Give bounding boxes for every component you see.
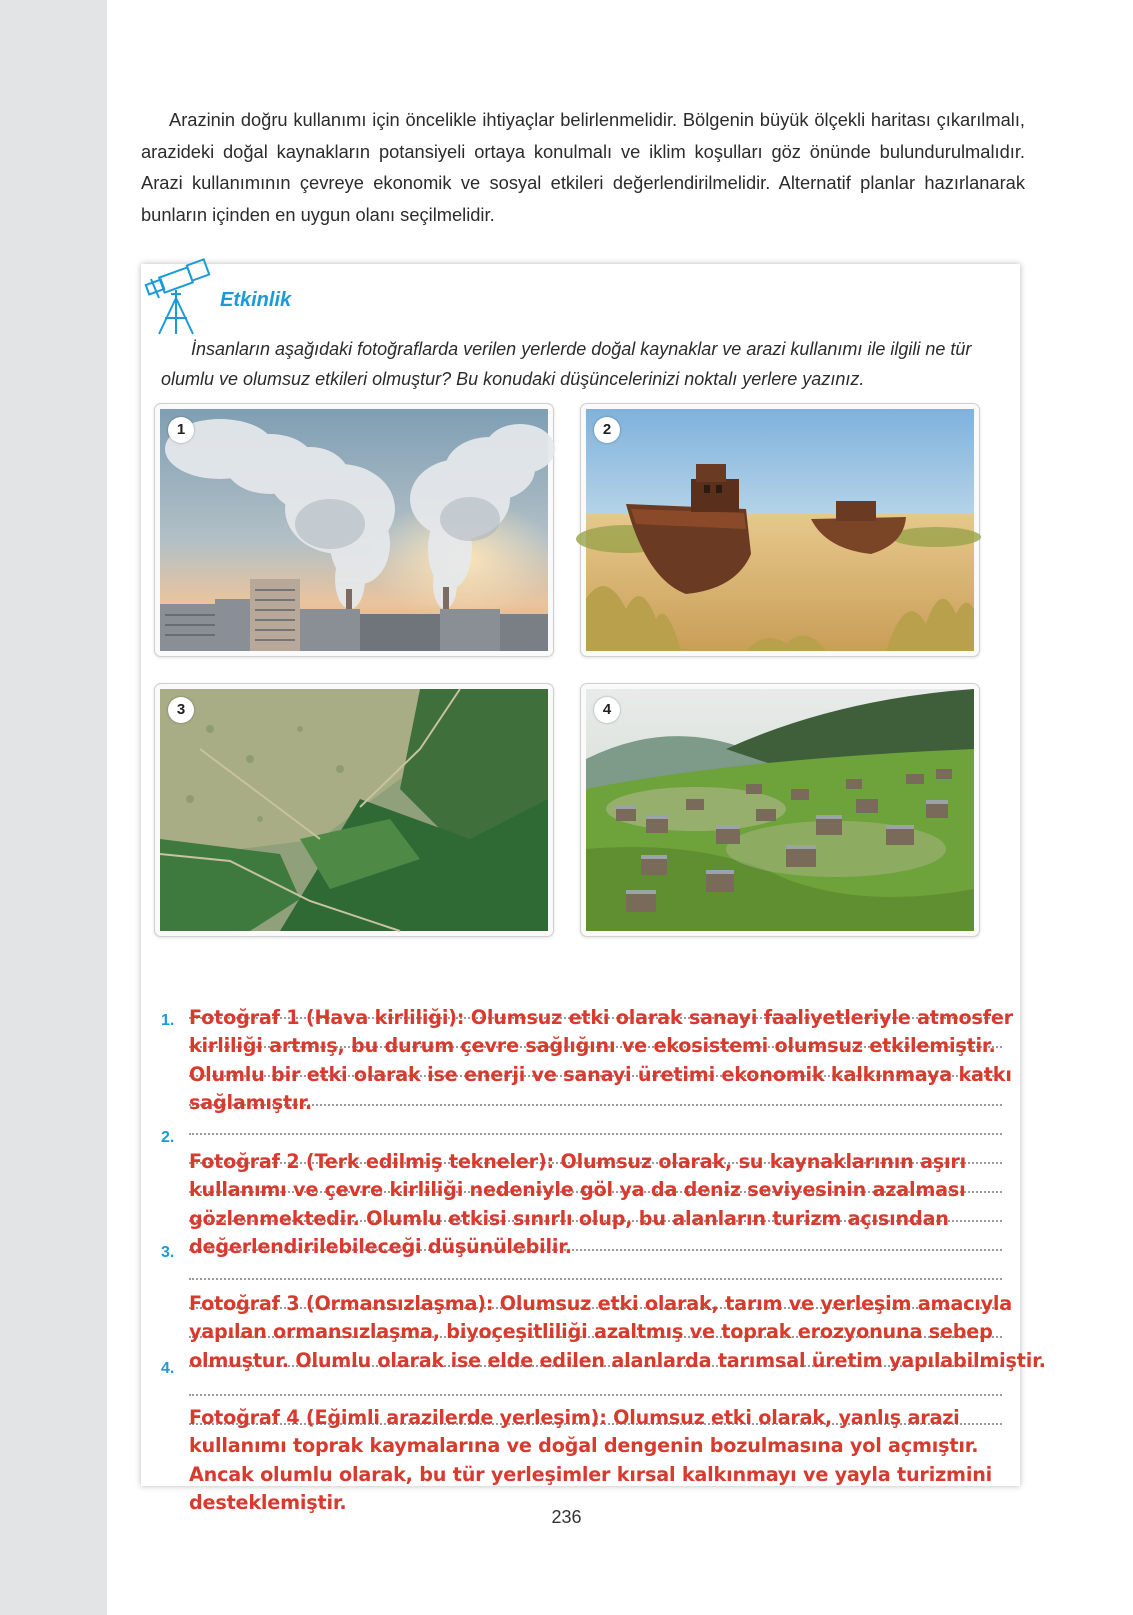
activity-card bbox=[141, 264, 1046, 1514]
page-number: 236 bbox=[551, 1507, 582, 1527]
answer-4[interactable]: Fotoğraf 4 (Eğimli arazilerde yerleşim): Olumsuz etki olarak, yanlış arazi kullanımı toprak kaymalarına ve doğal dengenin bozulmasına yol açmıştır. Ancak olumlu olarak, bu tür yerleşimler kırsal kalkınmayı ve yayla turizmini desteklemiştir. bbox=[189, 1406, 993, 1514]
photo-3-frame bbox=[154, 683, 554, 937]
dotted-line bbox=[189, 1394, 1002, 1396]
photo-4-hillside-settlement bbox=[586, 689, 974, 931]
photo-3-deforestation bbox=[160, 689, 548, 931]
answer-number-4: 4. bbox=[161, 1360, 175, 1377]
photo-2-frame bbox=[580, 403, 980, 657]
photo-2-stranded-boats bbox=[586, 409, 974, 651]
answer-number-1: 1. bbox=[161, 1012, 175, 1029]
intro-paragraph bbox=[141, 104, 1025, 230]
photo-3-badge: 3 bbox=[168, 697, 194, 723]
intro-text: Arazinin doğru kullanımı için öncelikle ihtiyaçlar belirlenmelidir. Bölgenin büyük ölçekli haritası çıkarılmalı, arazideki doğal kaynakların potansiyeli ortaya konulmalı ve iklim koşulları göz önünde bulundurulmalıdır. Arazi kullanımının çevreye ekonomik ve sosyal etkileri değerlendirilmelidir. Alternatif planlar hazırlanarak bunların içinden en uygun olanı seçilmelidir. bbox=[141, 109, 1025, 225]
photo-1-frame bbox=[154, 403, 554, 657]
page-margin-strip bbox=[0, 0, 107, 1615]
photo-4-frame bbox=[580, 683, 980, 937]
activity-question bbox=[161, 334, 987, 394]
telescope-icon bbox=[141, 264, 221, 339]
answer-3[interactable]: Fotoğraf 3 (Ormansızlaşma): Olumsuz etki olarak, tarım ve yerleşim amacıyla yapılan ormansızlaşma, biyoçeşitliliği azaltmış ve toprak erozyonuna sebep olmuştur. Olumlu olarak ise elde edilen alanlarda tarımsal üretim yapılabilmiştir. bbox=[189, 1292, 1046, 1372]
activity-question-text: İnsanların aşağıdaki fotoğraflarda verilen yerlerde doğal kaynaklar ve arazi kullanımı ile ilgili ne tür olumlu ve olumsuz etkileri olmuştur? Bu konudaki düşüncelerinizi noktalı yerlere yazınız. bbox=[161, 339, 972, 389]
photo-2-badge: 2 bbox=[594, 417, 620, 443]
photo-4-badge: 4 bbox=[594, 697, 620, 723]
answer-number-3: 3. bbox=[161, 1244, 175, 1261]
photo-1-badge: 1 bbox=[168, 417, 194, 443]
answer-number-2: 2. bbox=[161, 1129, 175, 1146]
dotted-line bbox=[189, 1133, 1002, 1135]
dotted-line bbox=[189, 1278, 1002, 1280]
answer-1[interactable]: Fotoğraf 1 (Hava kirliliği): Olumsuz etki olarak sanayi faaliyetleriyle atmosfer kirliliği artmış, bu durum çevre sağlığını ve ekosistemi olumsuz etkilemiştir. Olumlu bir etki olarak ise enerji ve sanayi üretimi ekonomik kalkınmaya katkı sağlamıştır. bbox=[189, 1006, 1013, 1114]
answer-2[interactable]: Fotoğraf 2 (Terk edilmiş tekneler): Olumsuz olarak, su kaynaklarının aşırı kullanımı ve çevre kirliliği nedeniyle göl ya da deniz seviyesinin azalması gözlenmektedir. Olumlu etkisi sınırlı olup, bu alanların turizm açısından değerlendirilebileceği düşünülebilir. bbox=[189, 1150, 967, 1258]
activity-title: Etkinlik bbox=[220, 289, 292, 311]
photo-1-air-pollution bbox=[160, 409, 548, 651]
